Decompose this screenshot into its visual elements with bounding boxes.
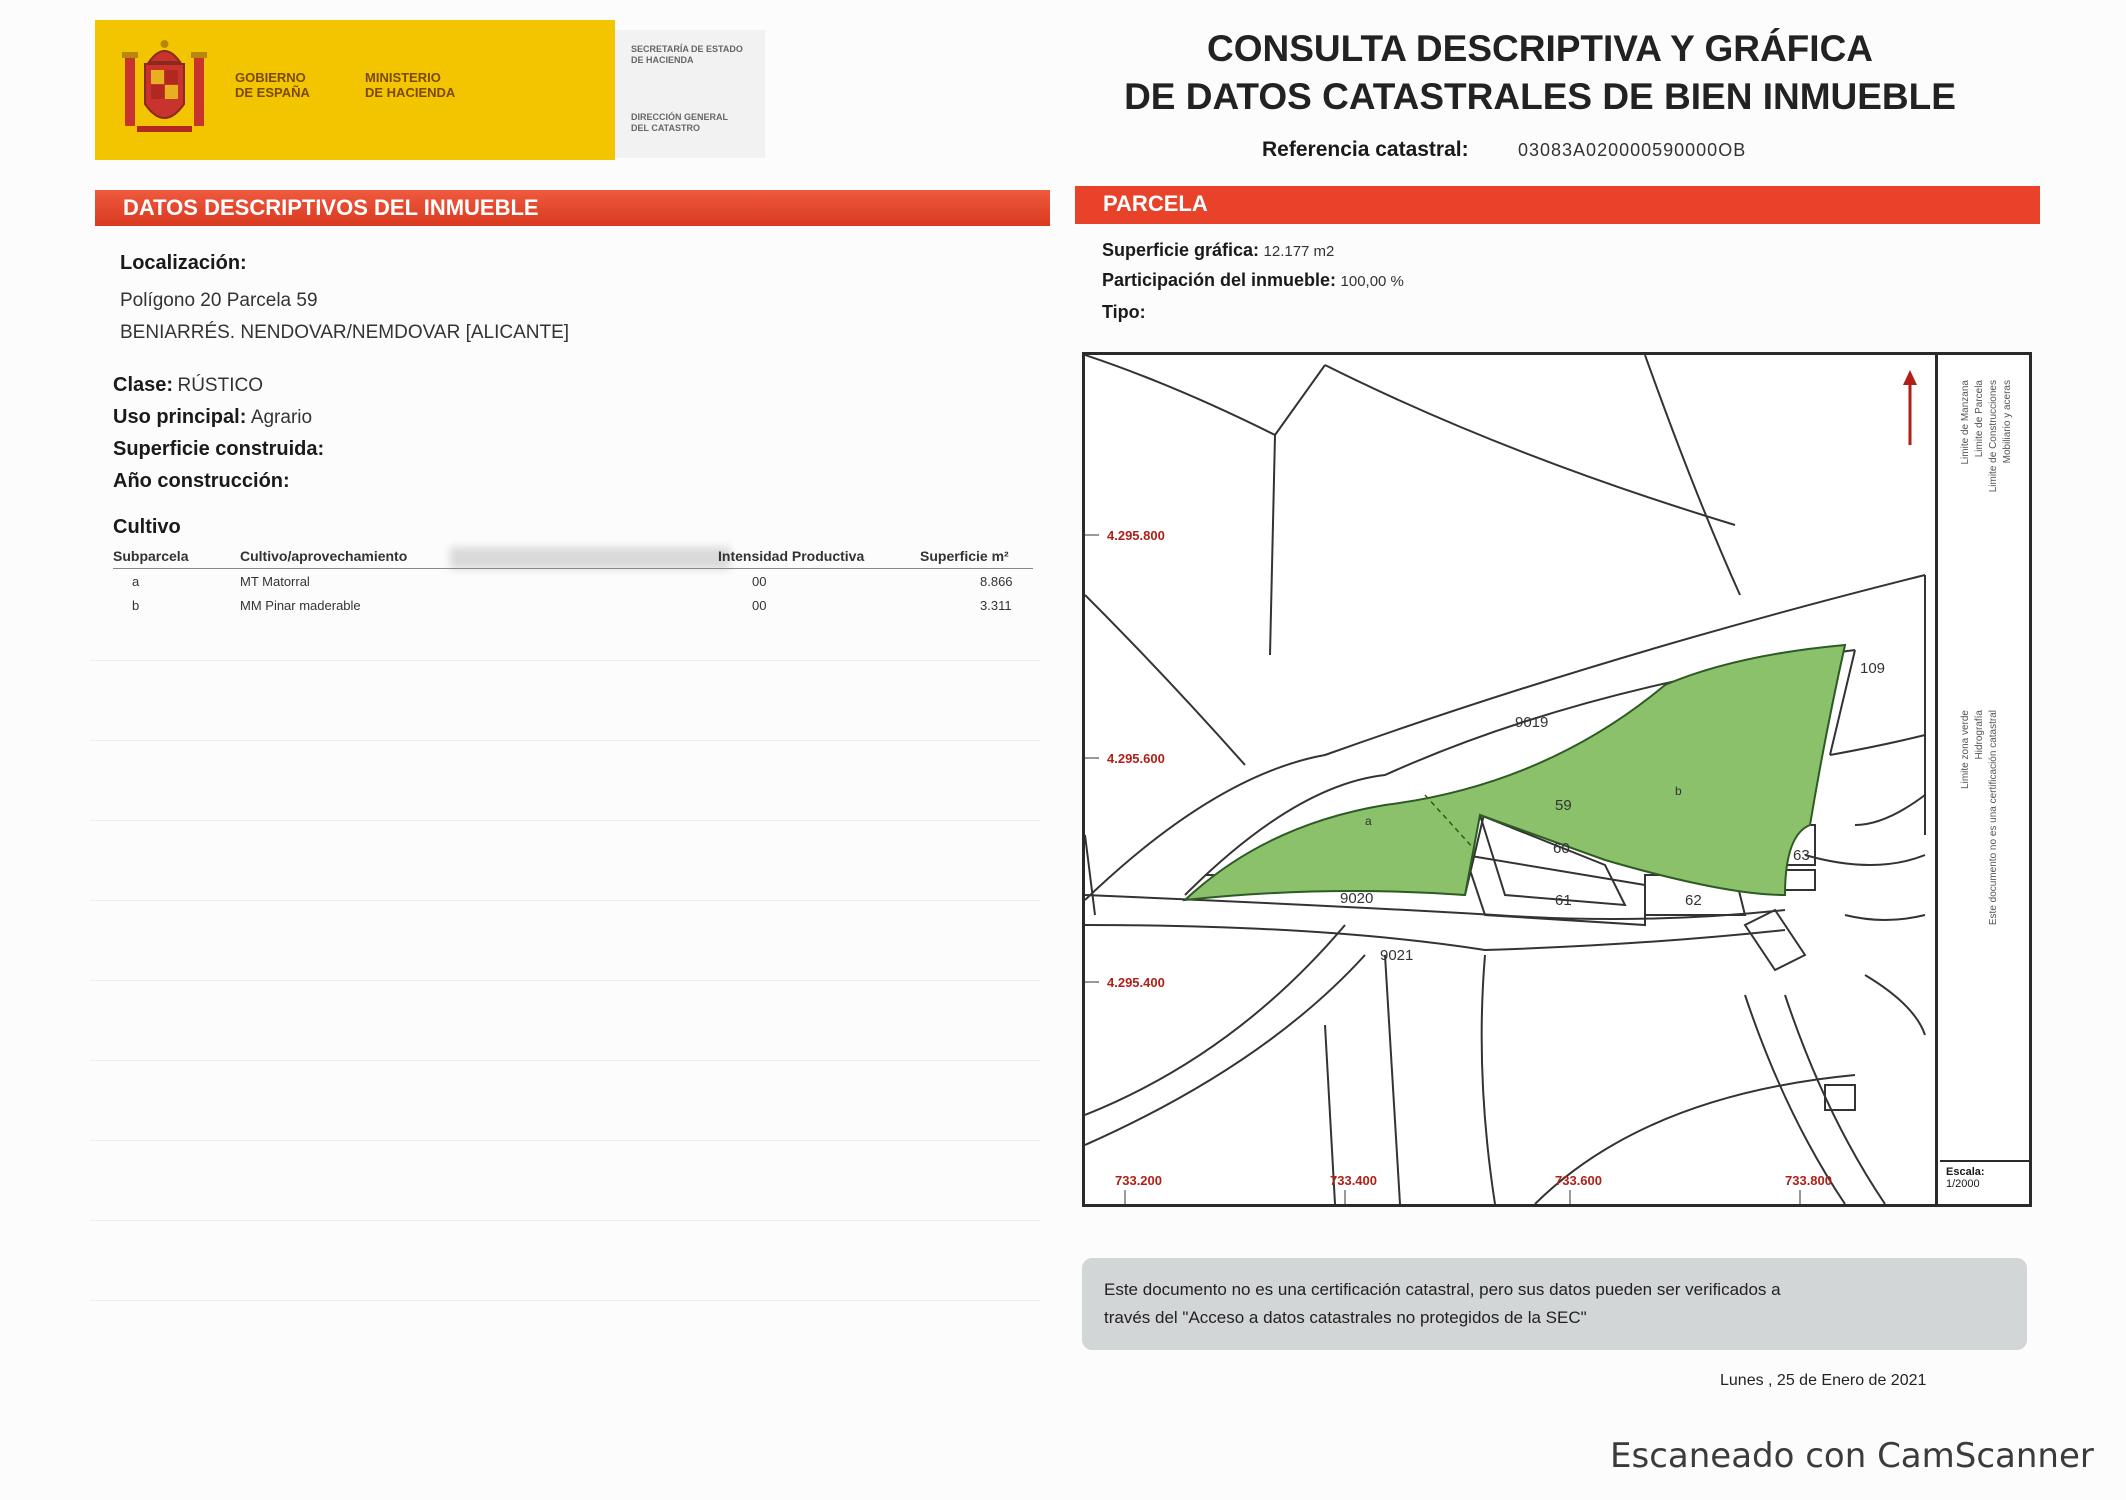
ref-value: 03083A020000590000OB xyxy=(1518,140,1747,160)
map-drawing xyxy=(1085,355,2029,1204)
parcel-label: 63 xyxy=(1793,847,1810,864)
table-cell: b xyxy=(132,598,140,613)
side-line: DIRECCIÓN GENERAL xyxy=(631,112,729,122)
ministry-text xyxy=(365,70,455,100)
table-cell: MT Matorral xyxy=(240,574,310,589)
notice-box xyxy=(1082,1258,2027,1350)
map-x-label: 733.200 xyxy=(1115,1173,1162,1188)
side-line: DE HACIENDA xyxy=(631,55,694,65)
map-y-label: 4.295.400 xyxy=(1107,975,1165,990)
legend-item: Limite de Manzana xyxy=(1960,380,1971,465)
table-divider xyxy=(113,568,1033,569)
scanner-watermark: Escaneado con CamScanner xyxy=(1610,1436,2094,1476)
legend-divider xyxy=(1935,354,1938,1205)
government-logo xyxy=(95,20,615,160)
side-line: DEL CATASTRO xyxy=(631,123,700,133)
table-header: Superficie m² xyxy=(920,548,1009,564)
legend-item: Hidrografía xyxy=(1974,710,1985,760)
class-row xyxy=(113,374,263,397)
north-arrow-icon xyxy=(1903,370,1917,445)
ministry-line: DE HACIENDA xyxy=(365,85,456,100)
scale-box xyxy=(1940,1160,2030,1204)
ref-label: Referencia catastral: xyxy=(1262,138,1469,161)
notice-line: través del "Acceso a datos catastrales no protegidos de la SEC" xyxy=(1104,1308,1587,1327)
svg-text:a: a xyxy=(1365,814,1372,828)
document-date: Lunes , 25 de Enero de 2021 xyxy=(1720,1372,1927,1389)
section-bar-descriptive: DATOS DESCRIPTIVOS DEL INMUEBLE xyxy=(95,190,1050,226)
ministry-line: MINISTERIO xyxy=(365,70,441,85)
parcel-label: 109 xyxy=(1860,660,1886,677)
type-label: Tipo: xyxy=(1102,302,1146,322)
parcel-label: 9020 xyxy=(1340,890,1374,907)
redacted-strip xyxy=(450,547,730,569)
table-cell: 8.866 xyxy=(980,574,1013,589)
use-value: Agrario xyxy=(250,407,313,428)
class-label: Clase: xyxy=(113,374,174,396)
table-header: Subparcela xyxy=(113,548,189,564)
legend-item: Limite zona verde xyxy=(1960,710,1971,789)
notice-line: Este documento no es una certificación catastral, pero sus datos pueden ser verificados a xyxy=(1104,1280,1781,1299)
document-title-line1: CONSULTA DESCRIPTIVA Y GRÁFICA xyxy=(1206,28,1874,69)
map-legend xyxy=(1960,380,2020,1140)
svg-text:b: b xyxy=(1675,784,1682,798)
document-title-line2: DE DATOS CATASTRALES DE BIEN INMUEBLE xyxy=(1124,76,1956,117)
table-header: Intensidad Productiva xyxy=(718,548,865,564)
map-y-label: 4.295.600 xyxy=(1107,751,1165,766)
map-x-label: 733.600 xyxy=(1555,1173,1602,1188)
table-cell: 3.311 xyxy=(980,598,1012,613)
year-label: Año construcción: xyxy=(113,470,290,492)
table-cell: 00 xyxy=(752,574,767,589)
map-y-label: 4.295.800 xyxy=(1107,528,1165,543)
logo-line: GOBIERNO xyxy=(235,70,306,85)
side-line: SECRETARÍA DE ESTADO xyxy=(631,44,743,54)
parcel-label: 62 xyxy=(1685,892,1702,909)
scale-label: Escala: xyxy=(1946,1166,1985,1178)
parcel-label: 59 xyxy=(1555,797,1572,814)
built-area-label: Superficie construida: xyxy=(113,438,325,460)
legend-item: Limite de Parcela xyxy=(1974,380,1985,458)
graphic-area-row xyxy=(1102,240,1334,261)
participation-value: 100,00 % xyxy=(1340,273,1404,290)
participation-label: Participación del inmueble: xyxy=(1102,270,1337,290)
location-label: Localización: xyxy=(120,252,247,274)
scale-value: 1/2000 xyxy=(1946,1178,1980,1190)
logo-text xyxy=(235,70,310,100)
location-line2: BENIARRÉS. NENDOVAR/NEMDOVAR [ALICANTE] xyxy=(120,322,570,343)
cadastral-map xyxy=(1082,352,2032,1207)
table-cell: 00 xyxy=(752,598,767,613)
parcel-label: 9019 xyxy=(1515,714,1549,731)
logo-line: DE ESPAÑA xyxy=(235,85,310,100)
use-row xyxy=(113,406,312,429)
table-cell: MM Pinar maderable xyxy=(240,598,361,613)
parcel-label: 61 xyxy=(1555,892,1572,909)
location-line1: Polígono 20 Parcela 59 xyxy=(120,290,318,311)
table-cell: a xyxy=(132,574,140,589)
crop-label: Cultivo xyxy=(113,516,181,538)
parcel-label: 9021 xyxy=(1380,947,1414,964)
secretariat-block xyxy=(615,30,765,158)
legend-item: Este documento no es una certificación catastral xyxy=(1988,710,1999,926)
parcel-label: 60 xyxy=(1553,840,1570,857)
legend-item: Limite de Construcciones xyxy=(1988,380,1999,493)
parcel-59-fill xyxy=(1185,645,1845,900)
map-x-label: 733.400 xyxy=(1330,1173,1377,1188)
table-header: Cultivo/aprovechamiento xyxy=(240,548,408,564)
graphic-area-label: Superficie gráfica: xyxy=(1102,240,1260,260)
class-value: RÚSTICO xyxy=(177,375,263,396)
participation-row xyxy=(1102,270,1404,291)
use-label: Uso principal: xyxy=(113,406,247,428)
graphic-area-value: 12.177 m2 xyxy=(1263,243,1335,260)
coat-of-arms-icon xyxy=(117,34,212,146)
legend-item: Mobiliario y aceras xyxy=(2002,380,2013,464)
map-x-label: 733.800 xyxy=(1785,1173,1832,1188)
section-bar-parcel: PARCELA xyxy=(1075,186,2040,224)
